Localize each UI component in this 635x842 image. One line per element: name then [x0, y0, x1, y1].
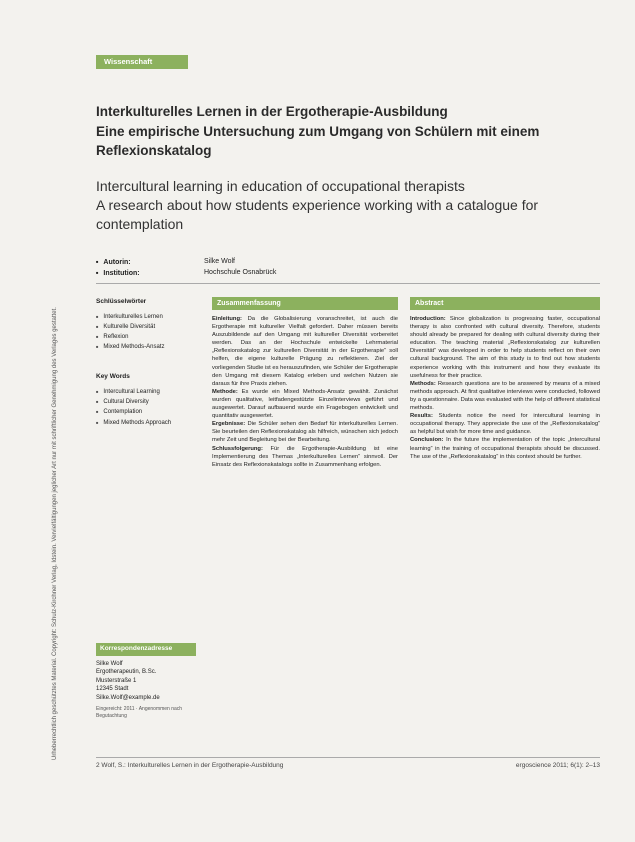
paragraph-lead: Einleitung: — [212, 316, 242, 322]
abstract-paragraph — [410, 380, 600, 412]
paragraph-lead: Methode: — [212, 388, 238, 395]
contact-line: 12345 Stadt — [96, 686, 129, 692]
paragraph-text: Research questions are to be answered by means of a mixed methods approach. At first qualitative interviews were conducted, followed by a questionnaire. Data was evaluated with the help of different statistical methods. — [410, 380, 601, 412]
abstract-heading: Abstract — [410, 297, 600, 310]
zusammenfassung-column — [212, 297, 398, 469]
keywords-de-list — [96, 312, 196, 352]
abstract-paragraph — [410, 412, 600, 436]
title-german — [96, 102, 596, 161]
list-item: ■ Kulturelle Diversität — [96, 322, 196, 332]
abstract-paragraph — [410, 436, 600, 460]
paragraph-text: Students notice the need for intercultural learning in occupational therapy. They appreciate the use of the „Reflexionskatalog“ as helpful but wish for more time and guidance. — [410, 413, 600, 436]
paragraph-lead: Ergebnisse: — [212, 421, 246, 428]
contact-line: Musterstraße 1 — [96, 677, 137, 684]
meta-row-institution — [96, 268, 396, 279]
correspondence-box — [96, 643, 196, 719]
section-tag: Wissenschaft — [96, 55, 188, 69]
contact-line: Ergotherapeutin, B.Sc. — [96, 669, 157, 675]
copyright-side-note: Urheberrechtlich geschütztes Material. Copyright: Schulz-Kirchner Verlag, Idstein. Vervielfältigungen jeglicher Art nur mit schriftlicher Genehmigung des Verlages gestattet. — [52, 307, 58, 760]
paragraph-lead: Results: — [410, 413, 433, 420]
list-item: ■ Cultural Diversity — [96, 397, 196, 407]
footer-divider — [96, 757, 600, 758]
page-footer — [96, 762, 600, 769]
meta-value: Silke Wolf — [204, 258, 235, 265]
list-item: ■ Mixed Methods-Ansatz — [96, 342, 196, 352]
paragraph-text: In the future the implementation of the topic „Intercultural learning“ in the training of occupational therapists should be discussed. The use of the „Reflexionskatalog“ in this context should be further. — [410, 437, 600, 460]
meta-label: ■ Institution: — [96, 268, 204, 279]
abstract-paragraph — [212, 420, 398, 444]
paragraph-text: Für die Ergotherapie-Ausbildung ist eine Implementierung des Themas „Interkulturelles Lernen“ sinnvoll. Der Einsatz des Reflexionskatalogs sollte in Zusammenhang erfolgen. — [212, 445, 398, 468]
keywords-en-list — [96, 387, 196, 427]
contact-email: Silke.Wolf@example.de — [96, 694, 160, 701]
abstract-paragraph — [212, 388, 398, 420]
keywords-en-heading: Key Words — [96, 373, 130, 381]
abstract-paragraph — [410, 315, 600, 380]
title-german-line: Reflexionskatalog — [96, 143, 212, 158]
meta-label: ■ Autorin: — [96, 257, 204, 268]
title-english-line: Intercultural learning in education of occupational therapists — [96, 178, 465, 194]
correspondence-heading: Korrespondenzadresse — [96, 643, 196, 656]
keywords-column — [96, 297, 196, 448]
list-item: ■ Intercultural Learning — [96, 387, 196, 397]
paragraph-text: Since globalization is progressing faster, occupational therapy is also confronted with cultural diversity. Therefore, students should already be prepared for dealing with cultural diversity during their education. The teaching material „Reflexionskatalog zur kulturellen Diversität“ was developed in order to help students reflect on their own cultural background. The aim of this study is to find out how students experience working with this instrument and how they evaluate its usefulness for their practice. — [410, 316, 600, 379]
paragraph-text: Die Schüler sehen den Bedarf für interkulturelles Lernen. Sie beurteilen den Reflexionskatalog als hilfreich, wünschen sich jedoch mehr Zeit und Begleitung bei der Bearbeitung. — [212, 421, 398, 444]
footer-right: ergoscience 2011; 6(1): 2–13 — [515, 762, 600, 769]
abstract-column — [410, 297, 600, 461]
list-item: ■ Contemplation — [96, 407, 196, 417]
abstract-paragraph — [212, 445, 398, 469]
title-english-line: contemplation — [96, 216, 184, 232]
paragraph-text: Da die Globalisierung voranschreitet, ist auch die Ergotherapie mit kultureller Vielfalt gefordert. Daher müssen bereits Auszubildende auf den Umgang mit kultureller Diversität vorbereitet werden. Das an der Hochschule entwickelte Lehrmaterial „Reflexionskatalog zur kulturellen Diversität in der Ergotherapie“ soll helfen, die eigene kulturelle Prägung zu reflektieren. Ziel der vorliegenden Studie ist es herauszufinden, wie Schüler der Ergotherapie den Umgang mit diesem Katalog erleben und welchen Nutzen sie daraus für ihre Praxis ziehen. — [212, 316, 398, 387]
paragraph-lead: Conclusion: — [410, 437, 444, 444]
author-meta — [96, 257, 396, 279]
title-german-line: Interkulturelles Lernen in der Ergotherapie-Ausbildung — [96, 104, 448, 119]
meta-value: Hochschule Osnabrück — [204, 268, 277, 276]
title-english — [96, 177, 596, 234]
meta-row-author — [96, 257, 396, 268]
title-german-line: Eine empirische Untersuchung zum Umgang von Schülern mit einem — [96, 123, 540, 139]
paragraph-lead: Methods: — [410, 380, 436, 387]
abstract-paragraph — [212, 315, 398, 388]
divider — [96, 283, 600, 284]
list-item: ■ Interkulturelles Lernen — [96, 312, 196, 322]
paragraph-text: Es wurde ein Mixed Methods-Ansatz gewählt. Zunächst wurden qualitative, leitfadengestützte Einzelinterviews geführt und ausgewertet. Darauf aufbauend wurde ein Fragebogen entwickelt und quantitativ ausgewertet. — [212, 388, 398, 420]
contact-line: Silke Wolf — [96, 660, 123, 667]
keywords-de-heading: Schlüsselwörter — [96, 298, 147, 305]
title-english-line: A research about how students experience working with a catalogue for — [96, 197, 539, 213]
zusammenfassung-heading: Zusammenfassung — [212, 297, 398, 310]
paragraph-lead: Schlussfolgerung: — [212, 445, 263, 452]
submission-note: Eingereicht: 2011 · Angenommen nach Begutachtung — [96, 706, 183, 719]
list-item: ■ Mixed Methods Approach — [96, 418, 196, 428]
paragraph-lead: Introduction: — [410, 316, 446, 322]
list-item: ■ Reflexion — [96, 332, 196, 342]
footer-left: 2 Wolf, S.: Interkulturelles Lernen in der Ergotherapie-Ausbildung — [96, 762, 284, 769]
